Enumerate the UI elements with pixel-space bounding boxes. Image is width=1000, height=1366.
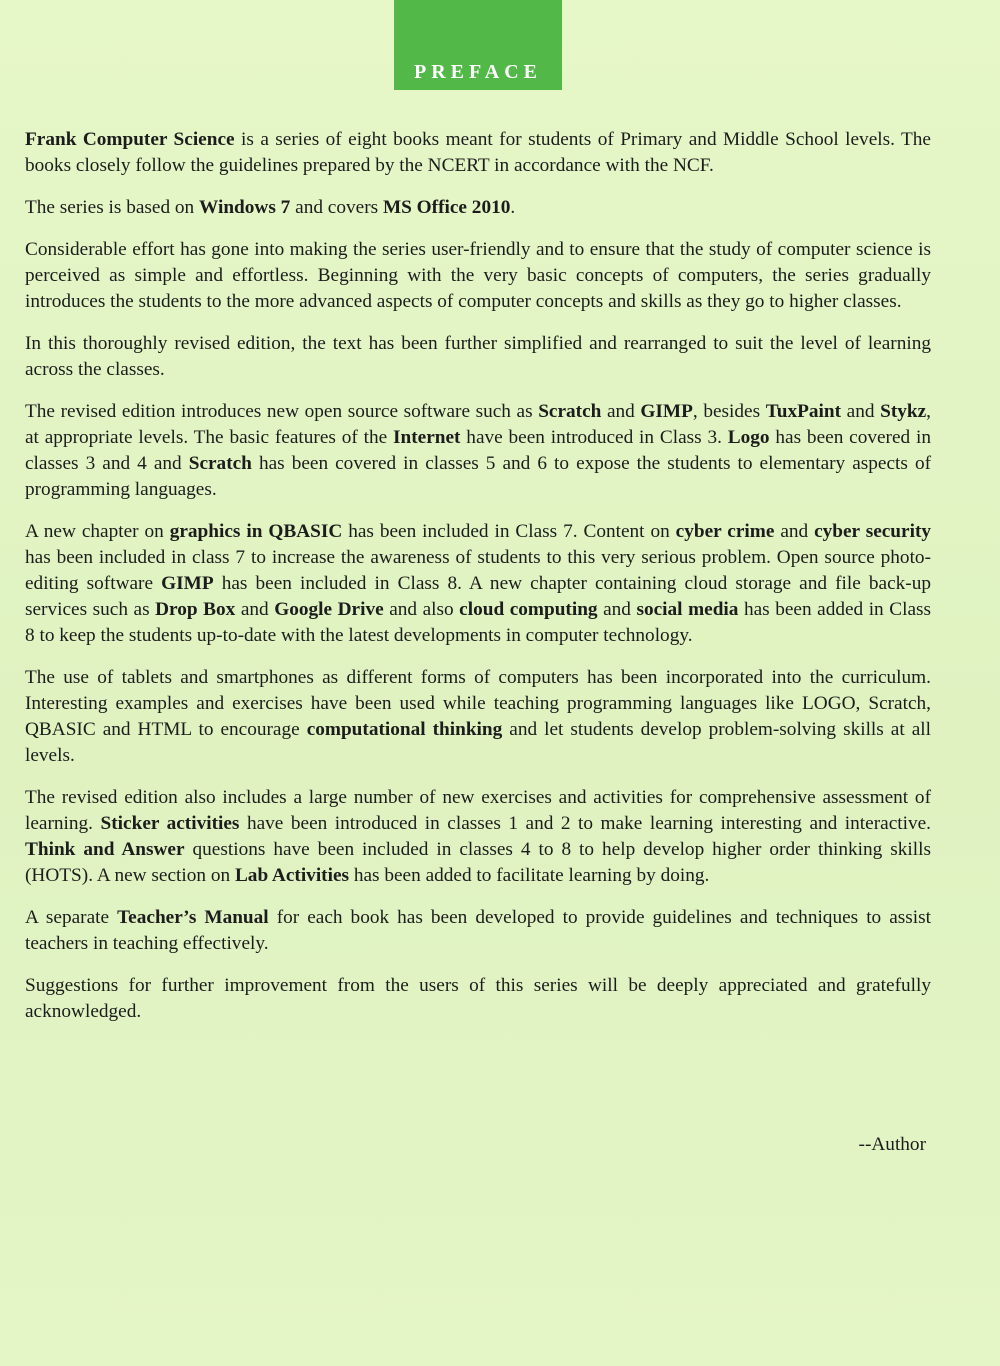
paragraph-text: and covers [290, 197, 383, 218]
bold-term: Drop Box [155, 599, 236, 620]
bold-term: GIMP [640, 401, 693, 422]
preface-paragraph [25, 127, 931, 179]
paragraph-text: The use of tablets and smartphones as different forms of computers has been incorporated into the curriculum. Interesting examples and exercises have been used while teaching programming languages like LOGO, Scratch, QBASIC and HTML to encourage [25, 667, 931, 740]
bold-term: Think and Answer [25, 839, 185, 860]
bold-term: Internet [393, 427, 461, 448]
preface-title: PREFACE [414, 61, 542, 83]
paragraph-text: has been added to facilitate learning by doing. [349, 865, 710, 886]
preface-paragraph [25, 399, 931, 503]
author-signature: --Author [858, 1134, 926, 1155]
paragraph-text: Suggestions for further improvement from the users of this series will be deeply appreciated and gratefully acknowledged. [25, 975, 931, 1022]
paragraph-text: The series is based on [25, 197, 200, 218]
paragraph-text: has been included in class 7 to increase the awareness of students to this very serious problem. Open source photo-editing software [25, 547, 931, 594]
paragraph-text: and [841, 401, 881, 422]
paragraph-text: A new chapter on [25, 521, 170, 542]
paragraph-text: have been introduced in classes 1 and 2 to make learning interesting and interactive. [239, 813, 931, 834]
bold-term: computational thinking [306, 719, 503, 740]
paragraph-text: has been included in Class 8. A new chapter containing cloud storage and file back-up services such as [25, 573, 931, 620]
paragraph-text: questions have been included in classes 4 to 8 to help develop higher order thinking skills (HOTS). A new section on [25, 839, 931, 886]
paragraph-text: has been added in Class 8 to keep the students up-to-date with the latest developments in computer technology. [25, 599, 932, 646]
paragraph-text: The revised edition also includes a large number of new exercises and activities for comprehensive assessment of learning. [25, 787, 931, 834]
paragraph-text: for each book has been developed to provide guidelines and techniques to assist teachers in teaching effectively. [25, 907, 932, 954]
bold-term: Frank Computer Science [25, 129, 235, 150]
paragraph-text: has been included in Class 7. Content on [342, 521, 676, 542]
bold-term: GIMP [161, 573, 214, 594]
paragraph-text: The revised edition introduces new open source software such as [25, 401, 539, 422]
bold-term: cloud computing [459, 599, 598, 620]
paragraph-text: and [774, 521, 815, 542]
paragraph-text: and also [383, 599, 460, 620]
preface-paragraph [25, 195, 931, 221]
paragraph-text: . [510, 197, 516, 218]
paragraph-text: and let students develop problem-solving skills at all levels. [25, 719, 931, 766]
preface-body [25, 127, 931, 1041]
bold-term: Lab Activities [234, 865, 350, 886]
paragraph-text: In this thoroughly revised edition, the text has been further simplified and rearranged to suit the level of learning across the classes. [25, 333, 931, 380]
preface-paragraph [25, 237, 931, 315]
paragraph-text: has been covered in classes 5 and 6 to expose the students to elementary aspects of programming languages. [25, 453, 932, 500]
bold-term: Logo [727, 427, 770, 448]
paragraph-text: have been introduced in Class 3. [460, 427, 728, 448]
paragraph-text: and [601, 401, 641, 422]
paragraph-text: has been covered in classes 3 and 4 and [25, 427, 932, 474]
paragraph-text: A separate [25, 907, 118, 928]
bold-term: social media [636, 599, 739, 620]
bold-term: Sticker activities [100, 813, 240, 834]
preface-paragraph [25, 785, 931, 889]
preface-paragraph [25, 331, 931, 383]
preface-paragraph [25, 519, 931, 649]
bold-term: MS Office 2010 [382, 197, 511, 218]
preface-paragraph [25, 665, 931, 769]
bold-term: Stykz [880, 401, 927, 422]
paragraph-text: and [597, 599, 637, 620]
bold-term: Teacher’s Manual [117, 907, 269, 928]
preface-header-tab [394, 0, 562, 90]
bold-term: Windows 7 [199, 197, 291, 218]
bold-term: Scratch [538, 401, 602, 422]
bold-term: cyber security [814, 521, 932, 542]
bold-term: Scratch [188, 453, 252, 474]
paragraph-text: is a series of eight books meant for students of Primary and Middle School levels. The books closely follow the guidelines prepared by the NCERT in accordance with the NCF. [25, 129, 931, 176]
paragraph-text: Considerable effort has gone into making the series user-friendly and to ensure that the study of computer science is perceived as simple and effortless. Beginning with the very basic concepts of computers, the series gradually introduces the students to the more advanced aspects of computer concepts and skills as they go to higher classes. [25, 239, 931, 312]
bold-term: graphics in QBASIC [169, 521, 343, 542]
bold-term: cyber crime [675, 521, 775, 542]
paragraph-text: , besides [692, 401, 766, 422]
paragraph-text: and [235, 599, 275, 620]
preface-paragraph [25, 973, 931, 1025]
bold-term: TuxPaint [765, 401, 842, 422]
paragraph-text: , at appropriate levels. The basic features of the [25, 401, 931, 448]
preface-paragraph [25, 905, 931, 957]
bold-term: Google Drive [274, 599, 384, 620]
